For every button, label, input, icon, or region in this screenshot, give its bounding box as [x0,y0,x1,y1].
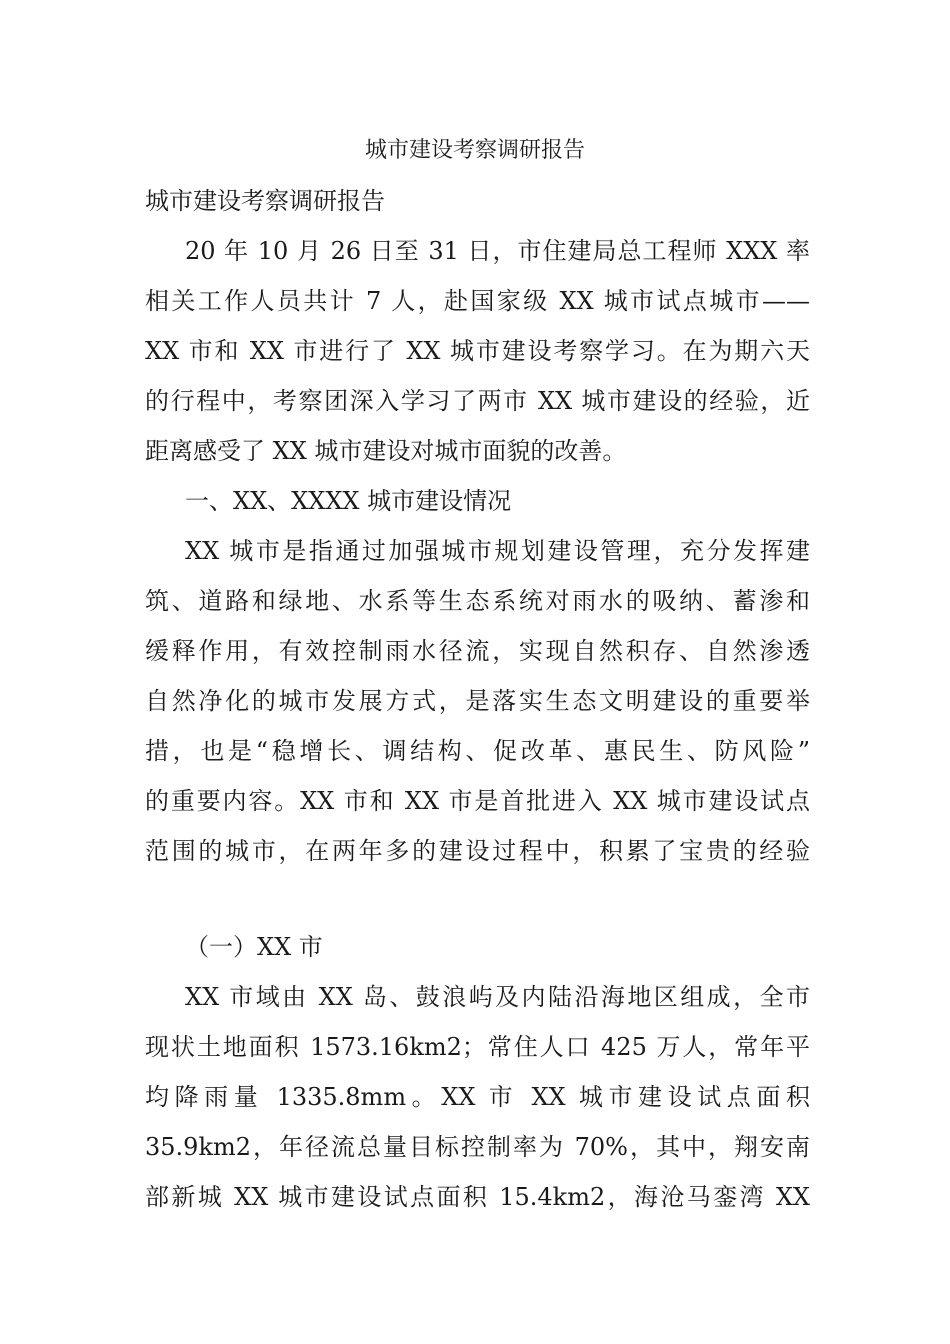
paragraph-line: 均降雨量 1335.8mm。XX 市 XX 城市建设试点面积 [145,1083,810,1111]
paragraph-line: 20 年 10 月 26 日至 31 日，市住建局总工程师 XXX 率 [185,237,810,265]
document-title: 城市建设考察调研报告 [364,138,585,163]
paragraph-line: 筑、道路和绿地、水系等生态系统对雨水的吸纳、蓄渗和 [145,587,810,615]
document-subtitle: 城市建设考察调研报告 [145,187,385,215]
paragraph-line: XX 市域由 XX 岛、鼓浪屿及内陆沿海地区组成，全市 [185,983,810,1011]
paragraph-line: 缓释作用，有效控制雨水径流，实现自然积存、自然渗透 [145,637,810,665]
paragraph-line: XX 城市是指通过加强城市规划建设管理，充分发挥建 [185,537,810,565]
paragraph-line: 部新城 XX 城市建设试点面积 15.4km2，海沧马銮湾 XX [145,1183,810,1211]
section-heading: 一、XX、XXXX 城市建设情况 [185,487,512,515]
paragraph-line: XX 市和 XX 市进行了 XX 城市建设考察学习。在为期六天 [145,337,810,365]
paragraph-line: 现状土地面积 1573.16km2；常住人口 425 万人，常年平 [145,1033,810,1061]
paragraph-line: 自然净化的城市发展方式，是落实生态文明建设的重要举 [145,687,810,715]
paragraph-line: 35.9km2，年径流总量目标控制率为 70%，其中，翔安南 [145,1133,810,1161]
paragraph-line: 的行程中，考察团深入学习了两市 XX 城市建设的经验，近 [145,387,810,415]
paragraph-line: 相关工作人员共计 7 人，赴国家级 XX 城市试点城市—— [145,287,810,315]
paragraph-line: 范围的城市，在两年多的建设过程中，积累了宝贵的经验 [145,837,810,865]
paragraph-line: 措，也是“稳增长、调结构、促改革、惠民生、防风险” [145,737,810,765]
paragraph-line: 距离感受了 XX 城市建设对城市面貌的改善。 [145,437,627,465]
subsection-heading: （一）XX 市 [185,933,323,961]
paragraph-line: 的重要内容。XX 市和 XX 市是首批进入 XX 城市建设试点 [145,787,810,815]
